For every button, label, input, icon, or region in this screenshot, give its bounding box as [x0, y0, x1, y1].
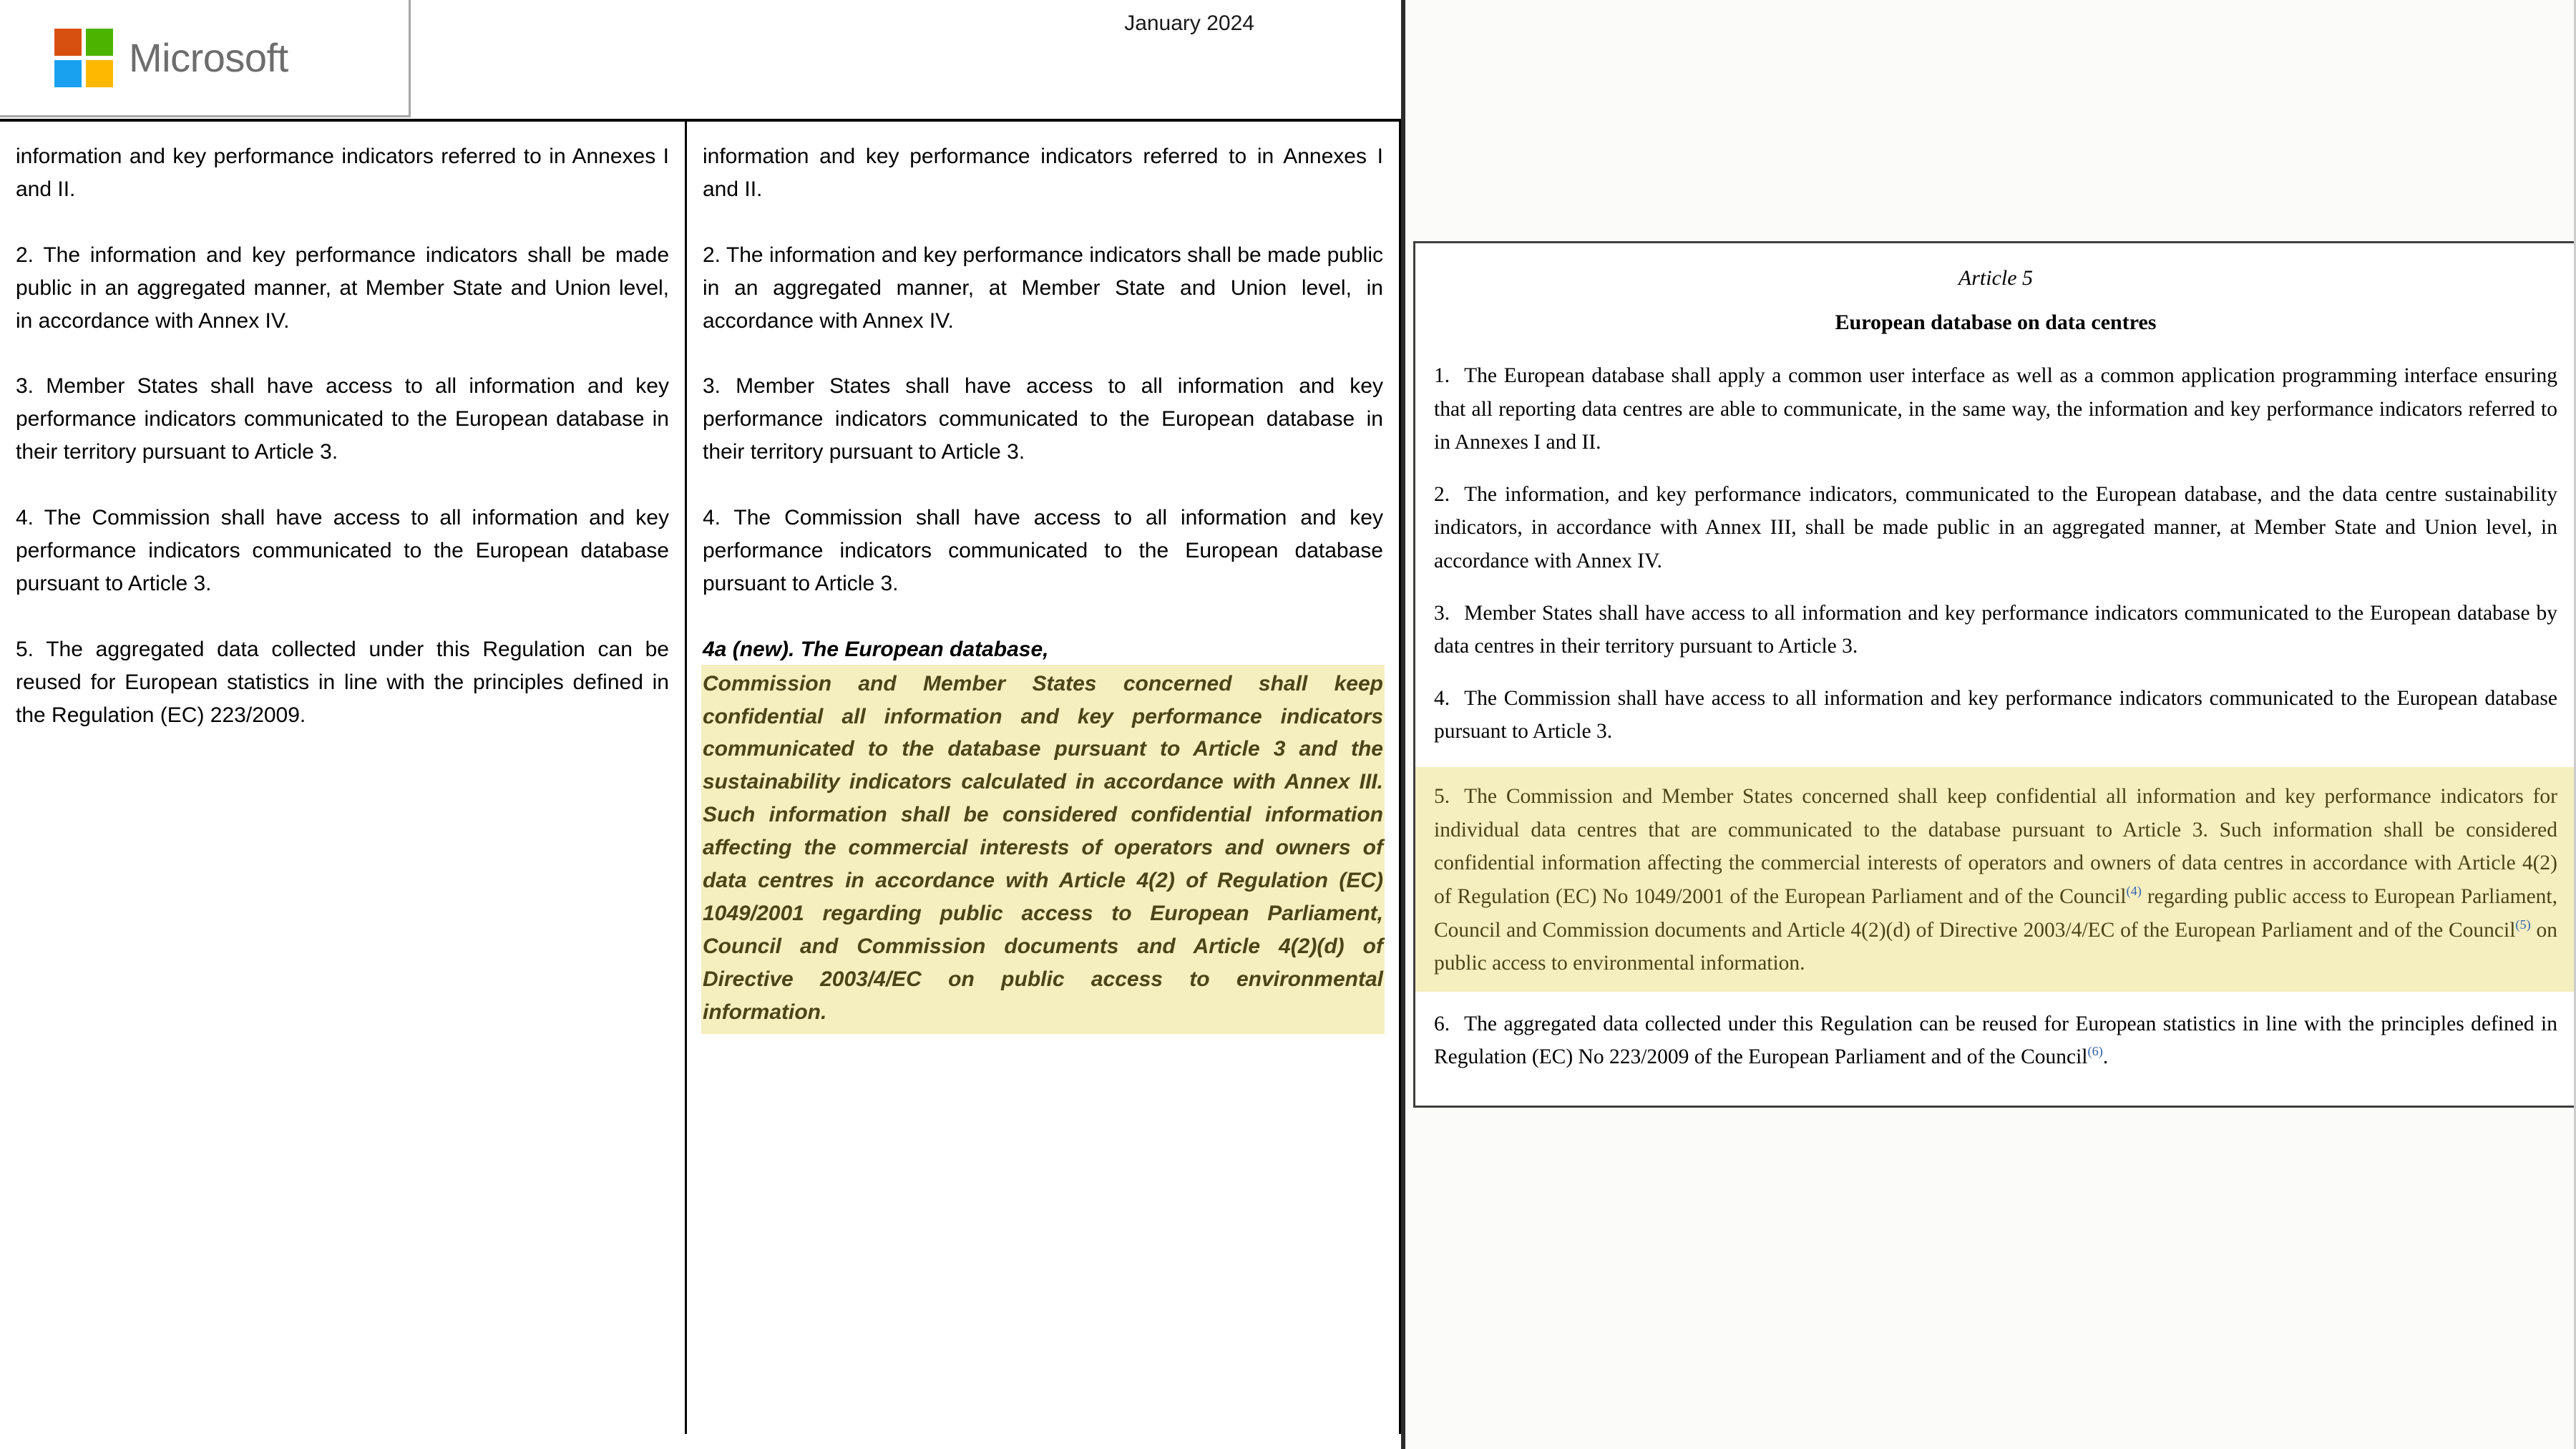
paragraph-number: 1. — [1434, 364, 1450, 387]
paragraph-text-part-2: . — [2102, 1045, 2109, 1069]
article-card — [1413, 241, 2576, 1108]
paragraph-3: 3. Member States shall have access to all information and key performance indicators communicated to the European database in their territory pursuant to Article 3. — [16, 374, 669, 464]
paragraph-3: 3. Member States shall have access to all information and key performance indicators communicated to the European database in their territory pursuant to Article 3. — [703, 374, 1383, 464]
article-label: Article 5 — [1958, 266, 2034, 290]
paragraph-text: The information, and key performance indicators, communicated to the European database, and the data centre sustainability indicators, in accordance with Annex III, shall be made public in an aggregated manner, at Member State and Union level, in accordance with Annex IV. — [1434, 482, 2557, 573]
microsoft-logo — [54, 29, 288, 87]
paragraph-number: 5. — [1434, 785, 1450, 809]
article-paragraph-2 — [1434, 478, 2557, 578]
footnote-marker-6[interactable]: (6) — [2087, 1044, 2103, 1059]
logo-square-yellow-icon — [86, 60, 113, 87]
logo-header-cell — [0, 0, 411, 117]
amendment-lead-text: 4a (new). The European database, — [703, 637, 1049, 661]
comparison-column-original — [0, 122, 687, 1434]
paragraph-text-part-2: regarding public access to European Parliament, Council and Commission documents and Article 4(2)(d) of Directive 2003/4/EC of the European Parliament and of the Council — [1434, 884, 2558, 942]
paragraph-text: The European database shall apply a common user interface as well as a common application programming interface ensuring that all reporting data centres are able to communicate, in the same way, the information and key performance indicators referred to in Annexes I and II. — [1434, 364, 2557, 454]
article-paragraph-3 — [1434, 597, 2557, 663]
paragraph-text-part-1: The Commission and Member States concerned shall keep confidential all information and key performance indicators for individual data centres that are communicated to the database pursuant to Article 3. Such information shall be considered confidential information affecting the commercial interests of operators and owners of data centres in accordance with Article 4(2) of Regulation (EC) No 1049/2001 of the European Parliament and of the Council — [1434, 785, 2557, 908]
comparison-column-amended — [687, 122, 1401, 1434]
article-paragraph-6 — [1434, 1008, 2557, 1074]
document-date: January 2024 — [1124, 11, 1254, 35]
footnote-marker-5[interactable]: (5) — [2515, 917, 2531, 932]
article-paragraph-4 — [1434, 682, 2557, 748]
article-paragraph-1 — [1434, 359, 2557, 459]
logo-square-green-icon — [86, 29, 113, 56]
paragraph-number: 2. — [1434, 482, 1450, 506]
paragraph-number: 6. — [1434, 1012, 1450, 1035]
amendment-paragraph-4a — [703, 633, 1383, 1033]
logo-square-red-icon — [54, 29, 82, 56]
paragraph-number: 3. — [1434, 601, 1450, 625]
logo-square-blue-icon — [54, 60, 82, 87]
paragraph-text: Member States shall have access to all information and key performance indicators communicated to the European database by data centres in their territory pursuant to Article 3. — [1434, 601, 2557, 658]
footnote-marker-4[interactable]: (4) — [2126, 884, 2142, 899]
article-heading: European database on data centres — [1835, 311, 2157, 334]
comparison-table — [0, 119, 1401, 1434]
right-document-pane — [1405, 0, 2576, 1449]
paragraph-number: 4. — [1434, 686, 1450, 710]
paragraph-4: 4. The Commission shall have access to all information and key performance indicators communicated to the European database pursuant to Article 3. — [16, 506, 669, 595]
amendment-highlighted-text: Commission and Member States concerned shall keep confidential all information and key performance indicators communicated to the database pursuant to Article 3 and the sustainability indicators calculated in accordance with Annex III. Such information shall be considered confidential information affecting the commercial interests of operators and owners of data centres in accordance with Article 4(2) of Regulation (EC) 1049/2001 regarding public access to European Parliament, Council and Commission documents and Article 4(2)(d) of Directive 2003/4/EC on public access to environmental information. — [703, 666, 1383, 1033]
paragraph-2: 2. The information and key performance indicators shall be made public in an aggregated manner, at Member State and Union level, in accordance with Annex IV. — [16, 243, 669, 333]
article-paragraph-5-highlighted — [1415, 767, 2576, 992]
paragraph-continuation: information and key performance indicators referred to in Annexes I and II. — [703, 145, 1383, 201]
paragraph-text-part-3: on public access to environmental information. — [1434, 918, 2558, 975]
paragraph-continuation: information and key performance indicators referred to in Annexes I and II. — [16, 145, 669, 201]
microsoft-logo-icon — [54, 29, 113, 87]
paragraph-2: 2. The information and key performance indicators shall be made public in an aggregated manner, at Member State and Union level, in accordance with Annex IV. — [703, 243, 1383, 333]
document-header — [0, 0, 1401, 119]
microsoft-wordmark: Microsoft — [129, 34, 288, 80]
paragraph-text-part-1: The aggregated data collected under this Regulation can be reused for European statistics in line with the principles defined in Regulation (EC) No 223/2009 of the European Parliament and of the Council — [1434, 1012, 2557, 1069]
paragraph-4: 4. The Commission shall have access to all information and key performance indicators communicated to the European database pursuant to Article 3. — [703, 506, 1383, 595]
paragraph-text: The Commission shall have access to all information and key performance indicators communicated to the European database pursuant to Article 3. — [1434, 686, 2557, 743]
paragraph-5: 5. The aggregated data collected under this Regulation can be reused for European statistics in line with the principles defined in the Regulation (EC) 223/2009. — [16, 637, 669, 727]
